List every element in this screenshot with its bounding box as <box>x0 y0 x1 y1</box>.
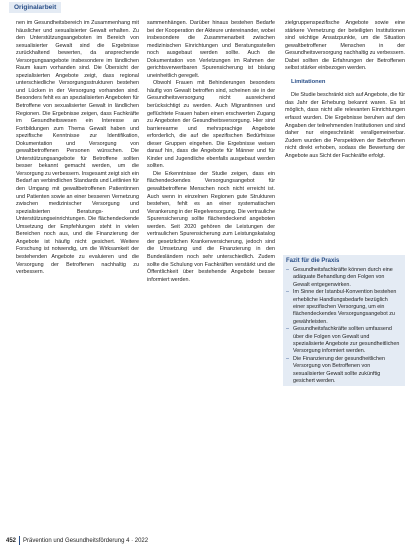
paragraph: Obwohl Frauen mit Behinderungen besonders häufig von Gewalt betroffen sind, scheinen sie in der Gesundheitsversorgung nicht ausreichend berücksichtigt zu werden. Auch Migrantinnen und geflüchtete Frauen haben einen erschwerten Zugang zu Angeboten der Gesundheitsversorgung. Hier sind barrierearme und mehrsprachige Angebote erforderlich, die auf die spezifischen Bedürfnisse dieser Gruppen eingehen. Die Ergebnisse weisen darauf hin, dass die Angebote für Männer und für Kinder und Jugendliche ebenfalls ausgebaut werden sollten. <box>147 80 275 170</box>
list-item: – Die Finanzierung der gesundheitlichen Versorgung von Betroffenen von sexualisierter Gewalt sollte zukünftig gesichert werden. <box>286 356 385 384</box>
journal-citation: Prävention und Gesundheitsförderung 4 · 2022 <box>23 538 149 545</box>
page-footer <box>6 536 148 545</box>
paragraph: Die Erkenntnisse der Studie zeigen, dass ein flächendeckendes Versorgungsangebot für gewaltbetroffene Menschen noch nicht erreicht ist. Auch wenn in einzelnen Regionen gute Strukturen bestehen, fehlt es an einer systematischen Verankerung in der Regelversorgung. Die vertrauliche Spurensicherung sollte flächendeckend angeboten werden. Seit 2020 gehören die Leistungen der vertraulichen Spurensicherung zum Leistungskatalog der gesetzlichen Krankenversicherung, jedoch sind die Umsetzung und die Finanzierung in den Bundesländern noch sehr unterschiedlich. Zudem sollte die Schulung von Fachkräften verstärkt und die Öffentlichkeit über bestehende Angebote besser informiert werden. <box>147 170 275 283</box>
section-heading-limitations: Limitationen <box>291 78 326 85</box>
practice-summary-box <box>283 255 405 386</box>
page-number: 452 <box>6 538 17 545</box>
list-item: – Gesundheitsfachkräfte können durch eine adäquate Behandlung den Folgen von Gewalt entgegenwirken. <box>286 267 393 288</box>
article-type-tag: Originalarbeit <box>9 2 61 13</box>
text-column-1 <box>16 20 139 525</box>
dash-bullet-icon: – <box>286 289 289 296</box>
paragraph: sammenhängen. Darüber hinaus bestehen Bedarfe bei der Kooperation der Akteure untereinander, wobei insbesondere die Zusammenarbeit zwischen medizinischen Einrichtungen und Beratungsstellen noch ausgebaut werden sollte. Auch die Dokumentation von Verletzungen im Rahmen der gerichtsverwertbaren Spurensicherung ist bislang uneinheitlich geregelt. <box>147 20 275 79</box>
dash-bullet-icon: – <box>286 356 289 363</box>
paragraph: zielgruppenspezifische Angebote sowie eine stärkere Vernetzung der beteiligten Institutionen sind wichtige Ansatzpunkte, um die Situation gewaltbetroffener Menschen in der Gesundheitsversorgung nachhaltig zu verbessern. Dabei sollten die Erfahrungen der Betroffenen selbst stärker einbezogen werden. <box>285 20 405 72</box>
paragraph: nen im Gesundheitsbereich im Zusammenhang mit häuslicher und sexualisierter Gewalt erhalten. Zu den Unterstützungsangeboten im Bereich von sexualisierter Gewalt sind die Ergebnisse zurückhaltend bewerten, da ansprechende Versorgungsangebote insbesondere im ländlichen Raum kaum vorhanden sind. Die Übersicht der spezialisierten Angebote zeigt, dass regional unterschiedliche Versorgungsstrukturen bestehen und Lücken in der Versorgung vorhanden sind. Besonders fehlt es an spezialisierten Angeboten für Betroffene von sexualisierter Gewalt in ländlichen Regionen. Die Ergebnisse zeigen, dass Fachkräfte im Gesundheitswesen ein Interesse an Fortbildungen zum Thema Gewalt haben und spezifische Kenntnisse zur Identifikation, Dokumentation und Versorgung von gewaltbetroffenen Personen wünschen. Die Unterstützungsangebote für Betroffene sollten besser bekannt gemacht werden, um die Versorgung zu verbessern. Insgesamt zeigt sich ein Bedarf an verbindlichen Standards und Leitlinien für den Umgang mit gewaltbetroffenen Patientinnen und Patienten sowie an einer besseren Vernetzung zwischen medizinischer Versorgung und spezialisierten Beratungs- und Unterstützungseinrichtungen. Die flächendeckende Umsetzung der Empfehlungen steht in vielen Bereichen noch aus, und die Finanzierung der Angebote ist häufig nicht gesichert. Weitere Forschung ist notwendig, um die Wirksamkeit der bestehenden Angebote zu evaluieren und die Versorgung der Betroffenen nachhaltig zu verbessern. <box>16 20 139 276</box>
dash-bullet-icon: – <box>286 267 289 273</box>
list-item: – Gesundheitsfachkräfte sollten umfassend über die Folgen von Gewalt und spezialisierte Angebote zur gesundheitlichen Versorgung informiert werden. <box>286 326 400 355</box>
dash-bullet-icon: – <box>286 326 289 333</box>
footer-separator <box>19 536 20 545</box>
list-item: – Im Sinne der Istanbul-Konvention bestehen erhebliche Handlungsbedarfe bezüglich einer spezifischen Versorgung, um ein flächendeckendes Versorgungsangebot zu gewährleisten. <box>286 289 397 325</box>
text-column-2 <box>147 20 275 525</box>
paragraph: Die Studie beschränkt sich auf Angebote, die für das Jahr der Erhebung bekannt waren. Es ist möglich, dass nicht alle relevanten Einrichtungen erfasst wurden. Die Ergebnisse beruhen auf den Angaben der teilnehmenden Institutionen und sind daher nur eingeschränkt verallgemeinerbar. Zudem wurden die Perspektiven der Betroffenen nicht direkt erhoben, sodass die Bewertung der Angebote aus Sicht der Fachkräfte erfolgt. <box>285 92 405 159</box>
box-title: Fazit für die Praxis <box>286 258 340 264</box>
summary-list <box>283 267 405 385</box>
